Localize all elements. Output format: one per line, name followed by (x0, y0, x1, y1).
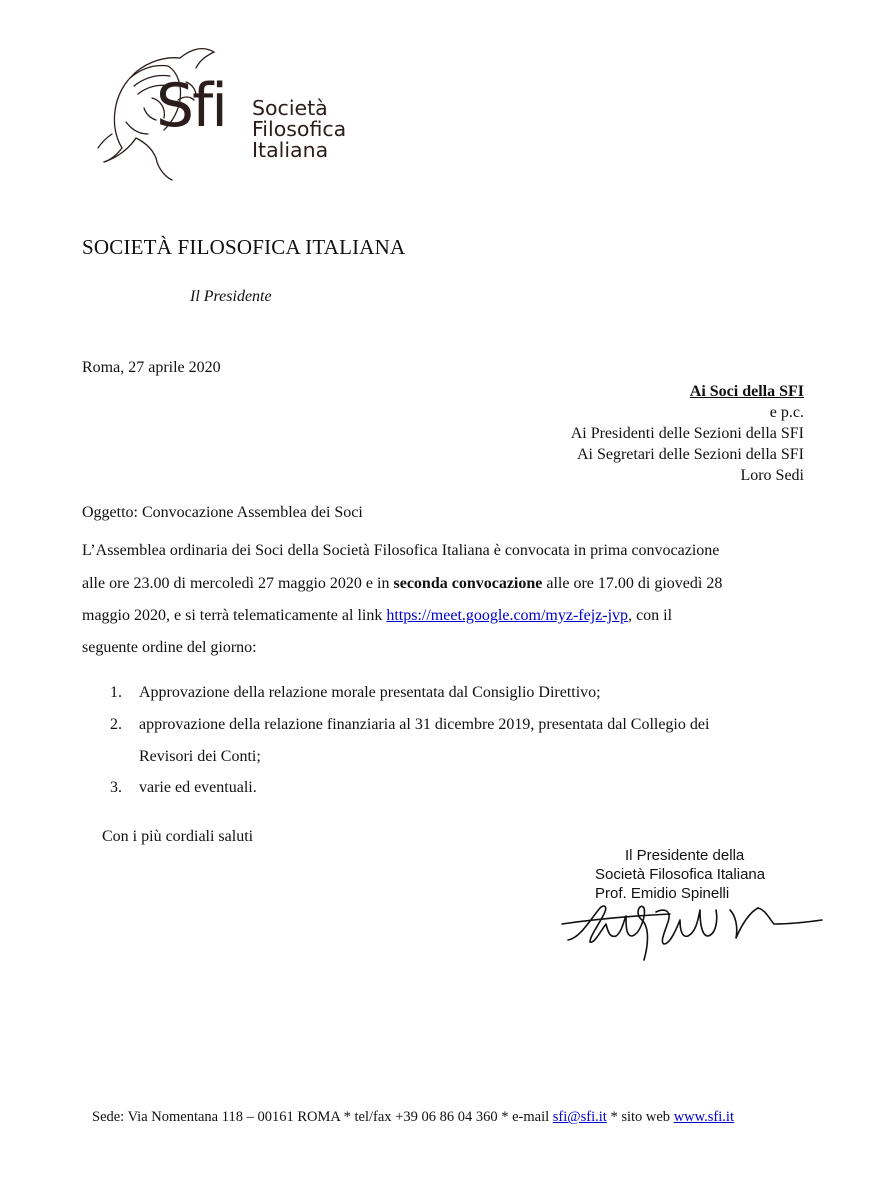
recipients-block (571, 381, 804, 486)
logo-word: Filosofica (252, 117, 347, 141)
body-line-4: seguente ordine del giorno: (82, 639, 257, 656)
agenda-item-text: varie ed eventuali. (139, 779, 257, 796)
recipient-line: Ai Segretari delle Sezioni della SFI (576, 446, 804, 463)
body-text: maggio 2020, e si terrà telematicamente al link (82, 607, 383, 624)
recipient-line: e p.c. (769, 404, 804, 421)
closing-line: Con i più cordiali saluti (102, 828, 254, 845)
body-text: alle ore 23.00 di mercoledì 27 maggio 2020 e in (82, 575, 390, 592)
signature-line: Prof. Emidio Spinelli (595, 885, 730, 902)
logo-words (252, 98, 346, 161)
agenda-item-text: approvazione della relazione finanziaria al 31 dicembre 2019, presentata dal Collegio dei (139, 716, 710, 733)
agenda-number: 3. (110, 779, 122, 796)
body-text: , con il (628, 607, 673, 624)
footer (92, 1109, 734, 1126)
date-line: Roma, 27 aprile 2020 (82, 359, 221, 376)
signature-line: Il Presidente della (625, 847, 745, 864)
handwritten-signature (560, 880, 830, 970)
body-text: alle ore 17.00 di giovedì 28 (546, 575, 723, 592)
agenda-item-text: Revisori dei Conti; (139, 748, 261, 765)
recipient-lead: Ai Soci della SFI (689, 383, 804, 400)
logo-word: Società (252, 96, 328, 120)
agenda-item-text: Approvazione della relazione morale presentata dal Consiglio Direttivo; (139, 684, 601, 701)
subject-line: Oggetto: Convocazione Assemblea dei Soci (82, 504, 363, 521)
body-line-2 (82, 575, 805, 593)
footer-text: Sede: Via Nomentana 118 – 00161 ROMA * tel/fax +39 06 86 04 360 * e-mail (92, 1109, 553, 1125)
body-line-3 (82, 607, 805, 625)
org-title: SOCIETÀ FILOSOFICA ITALIANA (82, 235, 406, 259)
footer-email-link[interactable]: sfi@sfi.it (552, 1109, 607, 1125)
logo-word: Italiana (252, 138, 329, 162)
body-line-1: L’Assemblea ordinaria dei Soci della Società Filosofica Italiana è convocata in prima convocazione (82, 542, 720, 559)
body-bold-text: seconda convocazione (393, 575, 543, 592)
footer-website-link[interactable]: www.sfi.it (673, 1109, 734, 1125)
agenda-number: 1. (110, 684, 122, 701)
signature-line: Società Filosofica Italiana (595, 866, 766, 883)
recipient-line: Ai Presidenti delle Sezioni della SFI (570, 425, 804, 442)
role-subtitle: Il Presidente (190, 288, 272, 305)
meeting-link[interactable]: https://meet.google.com/myz-fejz-jvp (386, 607, 629, 624)
logo-mark: Sfi (156, 71, 226, 141)
recipient-line: Loro Sedi (740, 467, 804, 484)
agenda-number: 2. (110, 716, 122, 733)
sfi-logo (82, 38, 382, 188)
footer-text: * sito web (606, 1109, 674, 1125)
